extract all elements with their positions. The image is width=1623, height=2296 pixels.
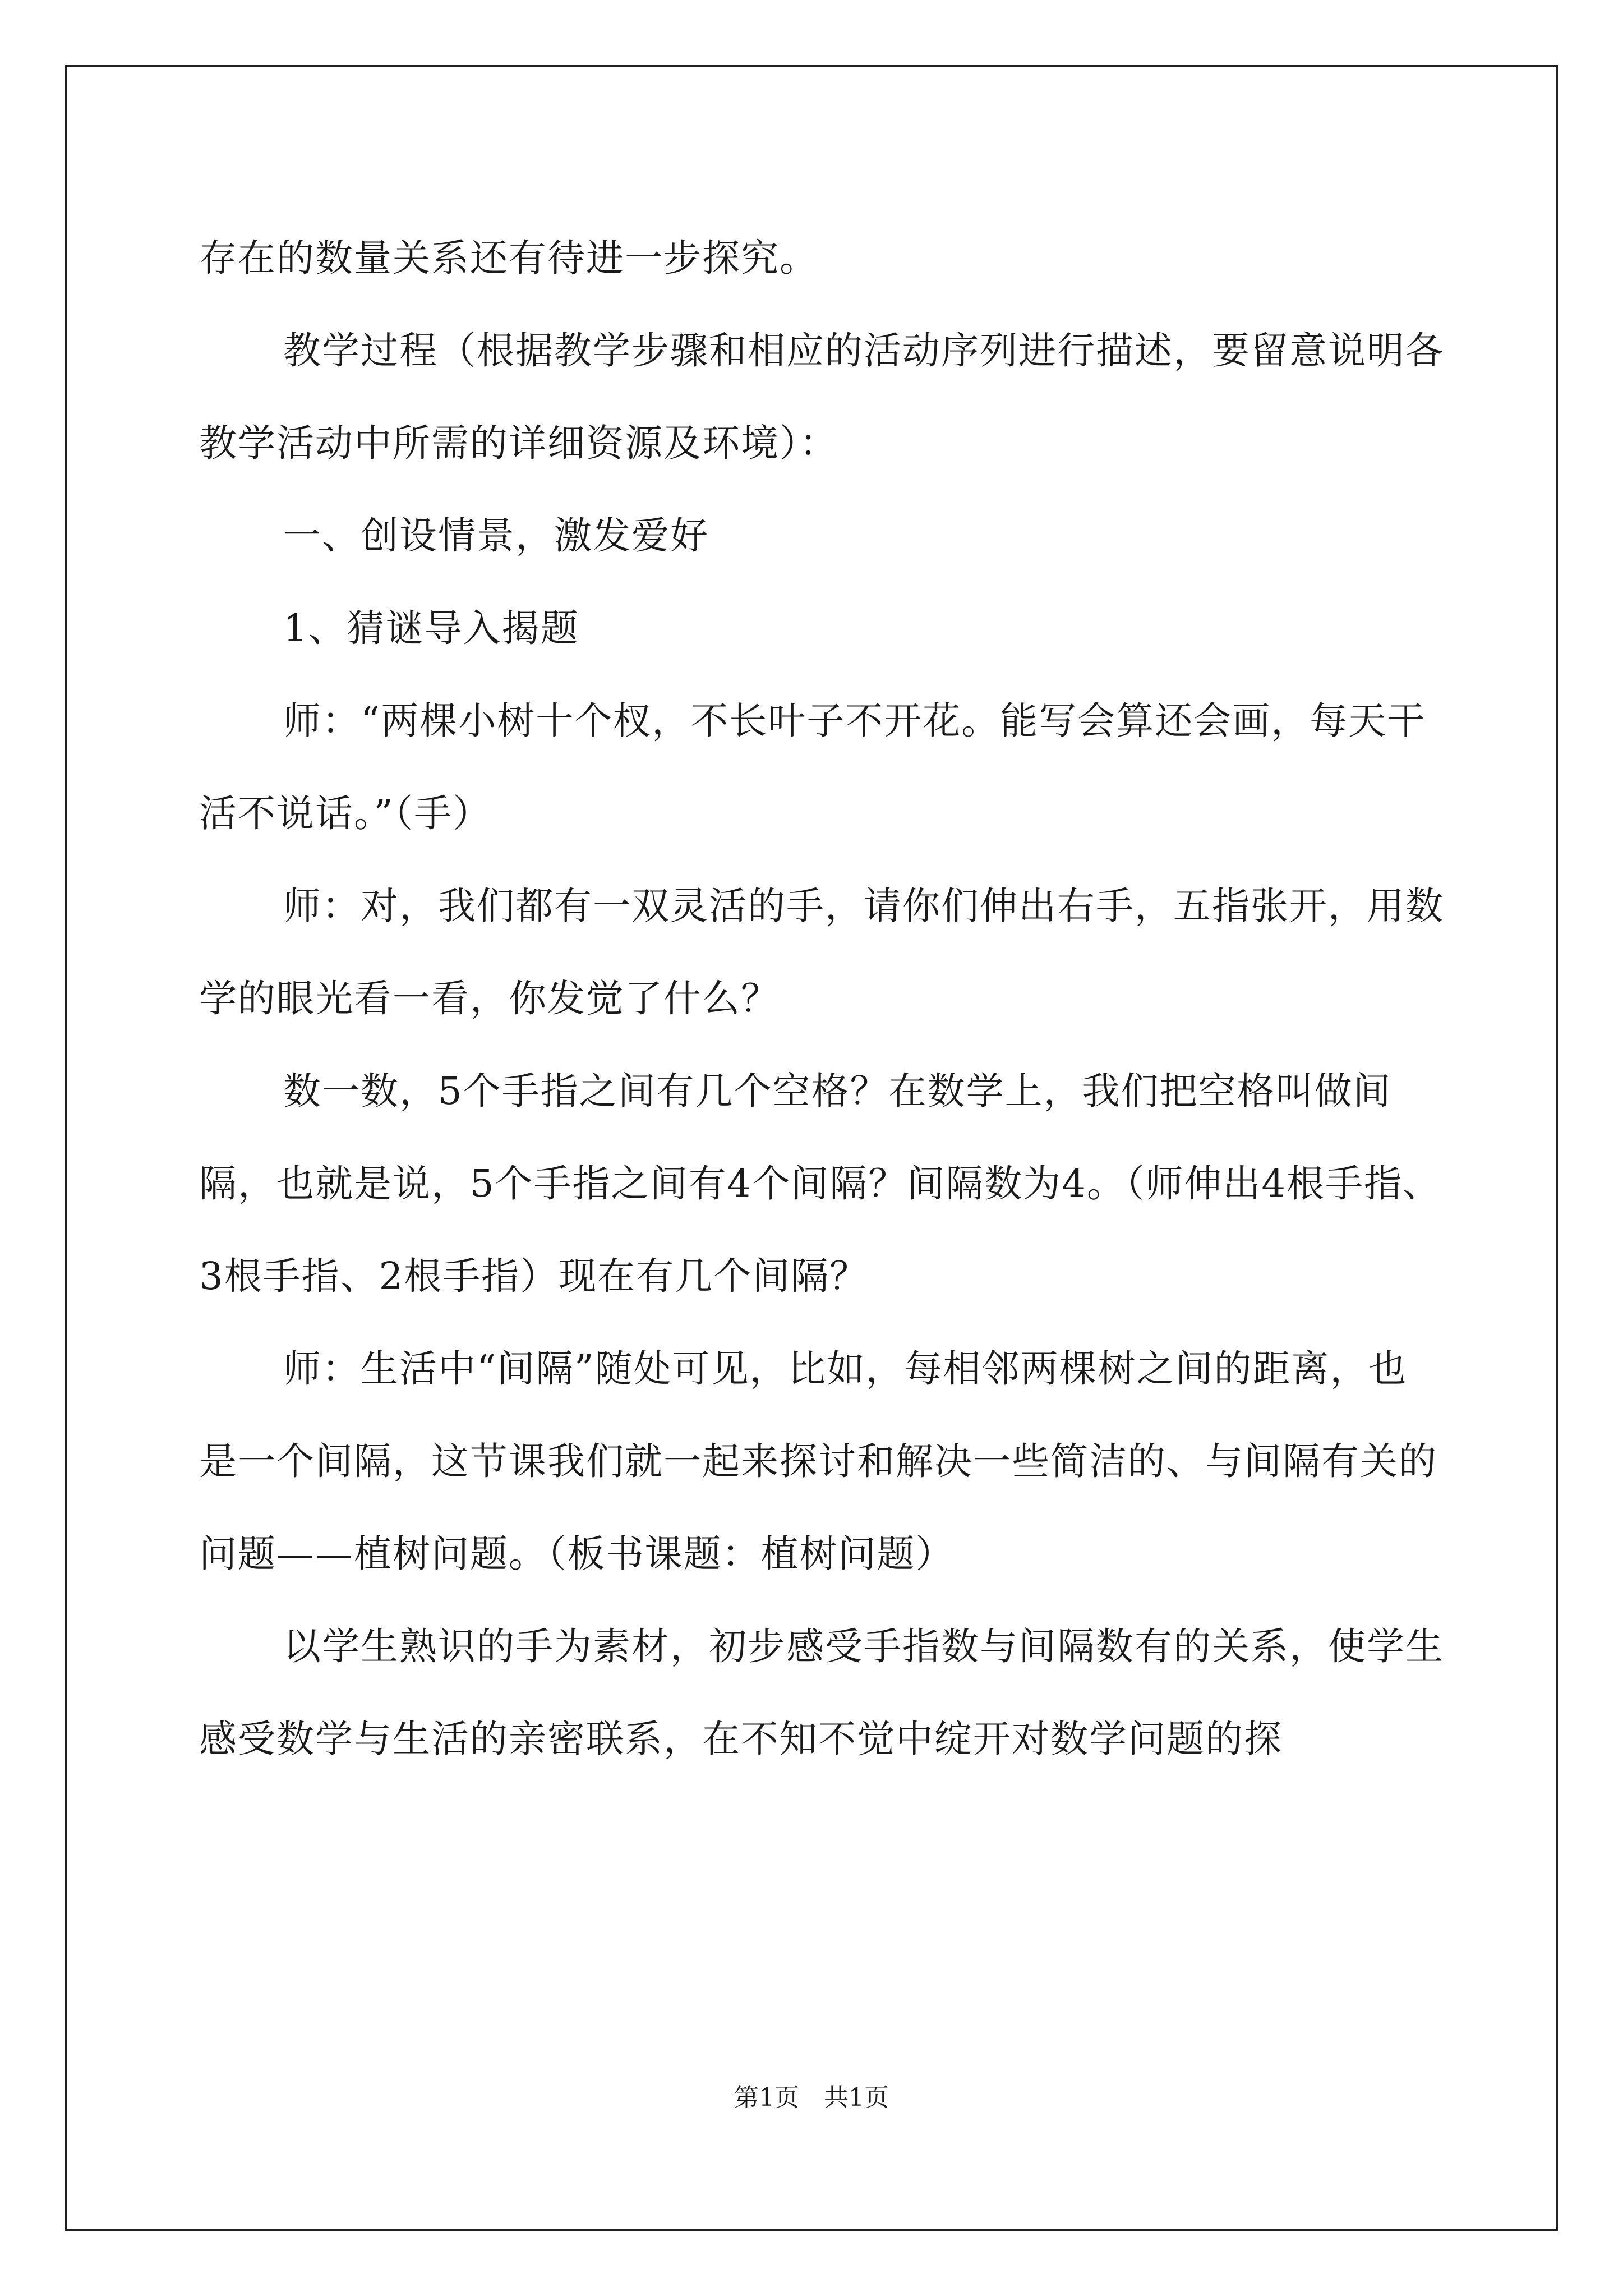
paragraph-teaching-process: 教学过程（根据教学步骤和相应的活动序列进行描述，要留意说明各教学活动中所需的详细资源及环境）： — [199, 329, 1444, 465]
paragraph-reflection: 以学生熟识的手为素材，初步感受手指数与间隔数有的关系，使学生感受数学与生活的亲密联系，在不知不觉中绽开对数学问题的探 — [199, 1625, 1444, 1761]
paragraph-continuation: 存在的数量关系还有待进一步探究。 — [199, 236, 818, 280]
section-heading: 一、创设情景，激发爱好 — [283, 514, 709, 558]
page-footer: 第1页 共1页 — [734, 2083, 889, 2112]
subsection-heading: 1、猜谜导入揭题 — [283, 606, 579, 650]
document-body — [199, 212, 1444, 1786]
paragraph-riddle: 师：“两棵小树十个杈，不长叶子不开花。能写会算还会画，每天干活不说话。”（手） — [199, 699, 1426, 835]
paragraph-interval: 师：生活中“间隔”随处可见，比如，每相邻两棵树之间的距离，也是一个间隔，这节课我们就一起来探讨和解决一些简洁的、与间隔有关的问题——植树问题。（板书课题：植树问题） — [199, 1347, 1437, 1576]
paragraph-counting: 数一数，5个手指之间有几个空格？在数学上，我们把空格叫做间隔，也就是说，5个手指之间有4个间隔？间隔数为4。（师伸出4根手指、3根手指、2根手指）现在有几个间隔？ — [199, 1069, 1442, 1298]
paragraph-hands: 师：对，我们都有一双灵活的手，请你们伸出右手，五指张开，用数学的眼光看一看，你发觉了什么？ — [199, 884, 1444, 1020]
